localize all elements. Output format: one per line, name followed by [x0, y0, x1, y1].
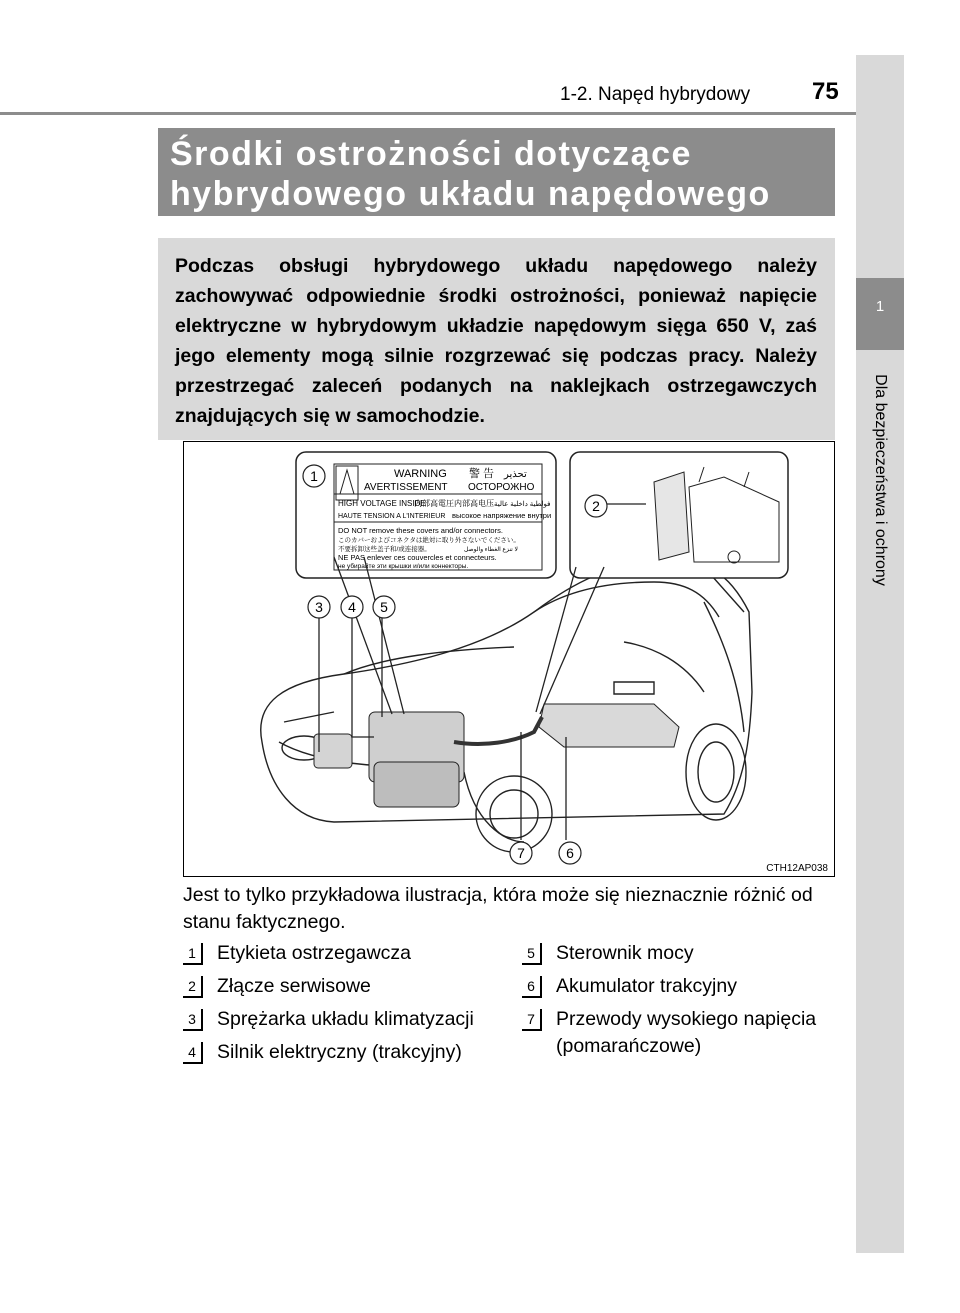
chapter-number: 1	[875, 298, 885, 315]
car-body	[261, 560, 752, 852]
label-arabic-high-voltage: فولطية داخلية عالية	[494, 501, 551, 508]
label-arabic-do-not-remove: لا تنزع الغطاء والوصل	[464, 547, 518, 553]
legend-number: 6	[522, 976, 542, 998]
callout-6	[559, 842, 581, 864]
callout-7	[510, 842, 532, 864]
page-title-box	[158, 128, 835, 216]
label-high-voltage: HIGH VOLTAGE INSIDE	[338, 499, 426, 508]
label-haute-tension: HAUTE TENSION A L'INTERIEUR	[338, 513, 446, 520]
hybrid-system-illustration	[183, 441, 835, 877]
legend-number: 3	[183, 1009, 203, 1031]
label-russian-do-not-remove: не убирайте эти крышки и/или коннекторы.	[338, 563, 469, 570]
label-avertissement: AVERTISSEMENT	[364, 482, 448, 493]
label-ne-pas-enlever: NE PAS enlever ces couvercles et connecteurs.	[338, 553, 497, 562]
legend-number: 5	[522, 943, 542, 965]
label-cn-high-voltage: 内部高电压	[454, 499, 494, 508]
legend-number: 2	[183, 976, 203, 998]
legend-number: 1	[183, 943, 203, 965]
label-jp-do-not-remove: このカバーおよびコネクタは絶対に取り外さないでください。	[338, 537, 520, 544]
legend-label: Akumulator trakcyjny	[556, 975, 737, 997]
page-title-line2: hybrydowego układu napędowego	[170, 175, 771, 213]
label-jp-high-voltage: 内部高電圧	[414, 499, 454, 508]
label-warning: WARNING	[394, 468, 447, 480]
callout-1	[303, 465, 325, 487]
page-number: 75	[812, 78, 839, 105]
svg-text:7: 7	[517, 845, 525, 861]
chapter-sidebar	[856, 55, 904, 1253]
callout-4	[341, 596, 363, 618]
legend-label: Etykieta ostrzegawcza	[217, 942, 412, 964]
callout-2	[585, 495, 607, 517]
page-title	[170, 134, 771, 214]
svg-text:6: 6	[566, 845, 574, 861]
svg-text:5: 5	[380, 599, 388, 615]
figure-code: CTH12AP038	[766, 863, 828, 874]
label-russian-high-voltage: высокое напряжение внутри	[452, 511, 552, 520]
callout-3	[308, 596, 330, 618]
header-rule	[0, 112, 856, 115]
legend-label: Złącze serwisowe	[217, 975, 371, 997]
svg-text:2: 2	[592, 498, 600, 514]
label-do-not-remove: DO NOT remove these covers and/or connectors.	[338, 526, 503, 535]
traction-battery	[539, 704, 679, 747]
page-title-line1: Środki ostrożności dotyczące	[170, 135, 692, 173]
hybrid-components	[314, 704, 679, 807]
label-russian-warning: ОСТОРОЖНО	[468, 482, 535, 493]
label-arabic-warning: تحذير	[504, 469, 527, 480]
svg-text:3: 3	[315, 599, 323, 615]
legend-label: Sprężarka układu klimatyzacji	[217, 1008, 474, 1030]
label-cn-do-not-remove: 不要拆卸这些盖子和/或连接器。	[338, 546, 431, 553]
figure-caption: Jest to tylko przykładowa ilustracja, która może się nieznacznie różnić od stanu faktycznego.	[183, 884, 813, 933]
legend-number: 7	[522, 1009, 542, 1031]
callout-5	[373, 596, 395, 618]
section-title: 1-2. Napęd hybrydowy	[560, 84, 751, 105]
legend-label: Przewody wysokiego napięcia (pomarańczowe)	[556, 1008, 817, 1057]
car-illustration	[184, 442, 834, 876]
electric-motor	[374, 762, 459, 807]
chapter-title: Dla bezpieczeństwa i ochrony	[872, 374, 889, 586]
intro-box	[158, 238, 835, 440]
legend-label: Silnik elektryczny (trakcyjny)	[217, 1041, 462, 1063]
legend-number: 4	[183, 1042, 203, 1064]
svg-text:4: 4	[348, 599, 356, 615]
ac-compressor	[314, 734, 352, 768]
legend-label: Sterownik mocy	[556, 942, 694, 964]
label-kanji-warning: 警 告	[469, 468, 495, 480]
high-voltage-cables	[454, 717, 542, 744]
svg-text:1: 1	[310, 468, 318, 484]
intro-text: Podczas obsługi hybrydowego układu napędowego należy zachowywać odpowiednie środki ostrożności, ponieważ napięcie elektryczne w hybrydowym układzie napędowym sięga 650 V, zaś jego elementy mogą silnie rozgrzewać się podczas pracy. Należy przestrzegać zaleceń podanych na naklejkach ostrzegawczych znajdujących się w samochodzie.	[175, 255, 817, 427]
